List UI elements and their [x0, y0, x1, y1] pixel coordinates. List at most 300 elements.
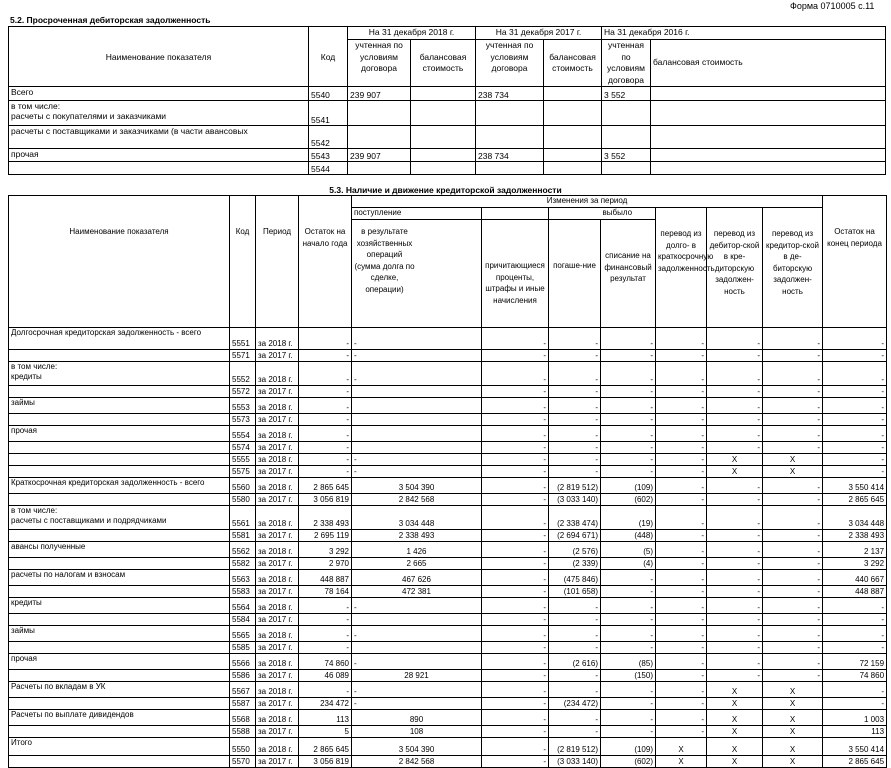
- cell-value: -: [482, 710, 549, 726]
- cell-value: -: [482, 442, 549, 454]
- cell-value: -: [549, 454, 601, 466]
- payables-movement-table: [8, 195, 887, 768]
- row-period: за 2017 г.: [256, 586, 299, 598]
- row-code: 5551: [230, 328, 256, 350]
- row-period: за 2017 г.: [256, 414, 299, 426]
- cell-value: -: [763, 530, 823, 542]
- cell-value: (4): [601, 558, 656, 570]
- cell-value: -: [549, 398, 601, 414]
- row-code: 5564: [230, 598, 256, 614]
- row-period: за 2018 г.: [256, 398, 299, 414]
- row-code: 5568: [230, 710, 256, 726]
- cell-value: X: [656, 756, 707, 768]
- row-name-sub: кредиты: [11, 372, 42, 381]
- cell-value: X: [707, 698, 763, 710]
- cell-value: 239 907: [348, 87, 411, 101]
- row-code: 5567: [230, 682, 256, 698]
- cell-value: -: [299, 454, 352, 466]
- cell-value: -: [823, 442, 887, 454]
- cell-value: 3 550 414: [823, 478, 887, 494]
- col-header-changes: Изменения за период: [352, 196, 823, 208]
- cell-value: -: [656, 414, 707, 426]
- cell-value: -: [763, 478, 823, 494]
- cell-value: -: [763, 414, 823, 426]
- row-name: [9, 506, 230, 530]
- table-row: [9, 442, 887, 454]
- col-header-end-balance: Остаток на конец периода: [823, 196, 887, 328]
- row-name: расчеты с поставщиками и заказчиками (в части авансовых: [9, 126, 309, 149]
- cell-value: -: [482, 426, 549, 442]
- cell-value: X: [763, 738, 823, 756]
- col-header-period: Период: [256, 196, 299, 328]
- cell-value: (5): [601, 542, 656, 558]
- table-row: [9, 466, 887, 478]
- table-row: [9, 506, 887, 530]
- row-name: расчеты по налогам и взносам: [9, 570, 230, 586]
- col-header-period: На 31 декабря 2016 г.: [602, 27, 886, 40]
- cell-value: -: [482, 386, 549, 398]
- cell-value: -: [656, 506, 707, 530]
- cell-value: -: [707, 328, 763, 350]
- cell-value: [352, 614, 482, 626]
- cell-value: -: [482, 614, 549, 626]
- cell-value: -: [707, 614, 763, 626]
- cell-value: -: [482, 586, 549, 598]
- cell-value: 3 056 819: [299, 756, 352, 768]
- cell-value: [352, 442, 482, 454]
- cell-value: -: [656, 530, 707, 542]
- cell-value: -: [549, 350, 601, 362]
- row-period: за 2018 г.: [256, 328, 299, 350]
- cell-value: [602, 162, 651, 175]
- cell-value: -: [601, 414, 656, 426]
- cell-value: -: [656, 682, 707, 698]
- col-header-contract: учтенная по условиям договора: [348, 40, 411, 87]
- table-row: [9, 738, 887, 756]
- cell-value: -: [549, 362, 601, 386]
- table-row: [9, 328, 887, 350]
- row-code: 5572: [230, 386, 256, 398]
- cell-value: 3 292: [823, 558, 887, 570]
- row-period: за 2017 г.: [256, 530, 299, 542]
- cell-value: [651, 101, 886, 126]
- row-period: за 2018 г.: [256, 426, 299, 442]
- cell-value: -: [352, 626, 482, 642]
- cell-value: 2 665: [352, 558, 482, 570]
- cell-value: -: [352, 698, 482, 710]
- cell-value: 2 865 645: [823, 756, 887, 768]
- cell-value: -: [601, 642, 656, 654]
- row-name: [9, 162, 309, 175]
- row-name: займы: [9, 398, 230, 414]
- cell-value: -: [482, 478, 549, 494]
- cell-value: (602): [601, 494, 656, 506]
- cell-value: 448 887: [823, 586, 887, 598]
- cell-value: -: [656, 614, 707, 626]
- table-row: [9, 542, 887, 558]
- table-row: [9, 149, 886, 162]
- cell-value: 467 626: [352, 570, 482, 586]
- cell-value: 2 865 645: [823, 494, 887, 506]
- row-code: 5542: [309, 126, 348, 149]
- cell-value: (19): [601, 506, 656, 530]
- cell-value: [651, 162, 886, 175]
- table-row: [9, 162, 886, 175]
- cell-value: [651, 87, 886, 101]
- cell-value: -: [707, 530, 763, 542]
- cell-value: -: [823, 682, 887, 698]
- cell-value: -: [763, 654, 823, 670]
- cell-value: -: [482, 414, 549, 426]
- cell-value: -: [823, 386, 887, 398]
- cell-value: -: [763, 494, 823, 506]
- cell-value: -: [482, 494, 549, 506]
- cell-value: -: [601, 350, 656, 362]
- cell-value: -: [482, 738, 549, 756]
- cell-value: X: [763, 454, 823, 466]
- col-header-writeoff: списание на финансовый результат: [601, 220, 656, 328]
- cell-value: -: [763, 626, 823, 642]
- cell-value: -: [707, 350, 763, 362]
- row-period: за 2017 г.: [256, 442, 299, 454]
- col-header-code: Код: [230, 196, 256, 328]
- row-name: [9, 386, 230, 398]
- cell-value: -: [823, 328, 887, 350]
- cell-value: -: [482, 350, 549, 362]
- cell-value: -: [482, 542, 549, 558]
- cell-value: -: [656, 558, 707, 570]
- cell-value: -: [299, 328, 352, 350]
- cell-value: -: [549, 642, 601, 654]
- row-code: 5583: [230, 586, 256, 598]
- cell-value: X: [707, 738, 763, 756]
- col-header-repayment: погаше-ние: [549, 220, 601, 328]
- cell-value: 3 056 819: [299, 494, 352, 506]
- cell-value: 74 860: [299, 654, 352, 670]
- row-name: [9, 350, 230, 362]
- cell-value: -: [601, 398, 656, 414]
- row-period: за 2018 г.: [256, 478, 299, 494]
- cell-value: [544, 126, 602, 149]
- col-header-interest: причитающиеся проценты, штрафы и иные начисления: [482, 220, 549, 328]
- cell-value: -: [823, 466, 887, 478]
- cell-value: (85): [601, 654, 656, 670]
- cell-value: -: [549, 682, 601, 698]
- cell-value: [411, 126, 476, 149]
- cell-value: -: [352, 362, 482, 386]
- cell-value: X: [763, 726, 823, 738]
- cell-value: -: [656, 454, 707, 466]
- row-name: [9, 454, 230, 466]
- cell-value: -: [707, 586, 763, 598]
- cell-value: [651, 149, 886, 162]
- cell-value: 2 695 119: [299, 530, 352, 542]
- cell-value: [476, 126, 544, 149]
- cell-value: -: [482, 454, 549, 466]
- cell-value: -: [601, 682, 656, 698]
- cell-value: -: [763, 426, 823, 442]
- row-name-sub: расчеты с покупателями и заказчиками: [11, 111, 167, 121]
- row-name-main: в том числе:: [11, 362, 58, 371]
- cell-value: -: [299, 350, 352, 362]
- cell-value: 74 860: [823, 670, 887, 682]
- cell-value: X: [707, 682, 763, 698]
- cell-value: -: [482, 570, 549, 586]
- cell-value: -: [707, 362, 763, 386]
- cell-value: (2 616): [549, 654, 601, 670]
- cell-value: -: [352, 682, 482, 698]
- cell-value: -: [763, 362, 823, 386]
- cell-value: X: [763, 682, 823, 698]
- row-name: прочая: [9, 149, 309, 162]
- row-name: прочая: [9, 426, 230, 442]
- row-name: авансы полученные: [9, 542, 230, 558]
- cell-value: -: [482, 362, 549, 386]
- cell-value: -: [601, 598, 656, 614]
- col-header-balance: балансовая стоимость: [411, 40, 476, 87]
- col-header-name: Наименование показателя: [9, 27, 309, 87]
- cell-value: -: [482, 654, 549, 670]
- col-header-contract: учтенная по условиям договора: [476, 40, 544, 87]
- cell-value: -: [707, 414, 763, 426]
- cell-value: (109): [601, 738, 656, 756]
- row-period: за 2018 г.: [256, 654, 299, 670]
- cell-value: -: [656, 466, 707, 478]
- cell-value: 1 003: [823, 710, 887, 726]
- cell-value: -: [352, 328, 482, 350]
- col-header-income: поступление: [352, 208, 417, 220]
- cell-value: -: [707, 654, 763, 670]
- table-row: [9, 426, 887, 442]
- cell-value: 108: [352, 726, 482, 738]
- cell-value: -: [763, 570, 823, 586]
- cell-value: (2 339): [549, 558, 601, 570]
- row-name: в том числе: расчеты с покупателями и заказчиками: [9, 101, 309, 126]
- table-row: [9, 756, 887, 768]
- cell-value: 3 550 414: [823, 738, 887, 756]
- table-row: [9, 558, 887, 570]
- cell-value: X: [763, 756, 823, 768]
- cell-value: -: [352, 466, 482, 478]
- cell-value: -: [299, 466, 352, 478]
- cell-value: [476, 101, 544, 126]
- cell-value: -: [763, 442, 823, 454]
- row-code: 5586: [230, 670, 256, 682]
- cell-value: (475 846): [549, 570, 601, 586]
- cell-value: -: [823, 642, 887, 654]
- row-code: 5550: [230, 738, 256, 756]
- cell-value: -: [549, 726, 601, 738]
- table-row: [9, 126, 886, 149]
- row-period: за 2018 г.: [256, 506, 299, 530]
- row-code: 5541: [309, 101, 348, 126]
- cell-value: -: [482, 756, 549, 768]
- cell-value: 72 159: [823, 654, 887, 670]
- cell-value: -: [601, 726, 656, 738]
- cell-value: -: [763, 506, 823, 530]
- cell-value: -: [549, 442, 601, 454]
- row-period: за 2017 г.: [256, 642, 299, 654]
- row-period: за 2017 г.: [256, 350, 299, 362]
- row-code: 5565: [230, 626, 256, 642]
- table-row: [9, 682, 887, 698]
- cell-value: -: [482, 558, 549, 570]
- row-code: 5544: [309, 162, 348, 175]
- cell-value: -: [549, 614, 601, 626]
- row-name: Долгосрочная кредиторская задолженность - всего: [9, 328, 230, 350]
- row-name: кредиты: [9, 598, 230, 614]
- cell-value: (2 338 474): [549, 506, 601, 530]
- table-row: [9, 598, 887, 614]
- cell-value: -: [707, 642, 763, 654]
- cell-value: (234 472): [549, 698, 601, 710]
- cell-value: -: [823, 362, 887, 386]
- row-code: 5552: [230, 362, 256, 386]
- cell-value: -: [656, 362, 707, 386]
- cell-value: -: [707, 386, 763, 398]
- row-name: [9, 726, 230, 738]
- table-row: [9, 414, 887, 426]
- cell-value: -: [656, 642, 707, 654]
- cell-value: 2 338 493: [352, 530, 482, 542]
- table-row: [9, 386, 887, 398]
- cell-value: -: [299, 682, 352, 698]
- cell-value: -: [656, 398, 707, 414]
- cell-value: -: [707, 570, 763, 586]
- section-5-3-title: 5.3. Наличие и движение кредиторской задолженности: [329, 185, 562, 195]
- table-row: [9, 478, 887, 494]
- table-row: [9, 726, 887, 738]
- cell-value: X: [707, 756, 763, 768]
- section-5-2-title: 5.2. Просроченная дебиторская задолженность: [10, 15, 211, 25]
- table-row: [9, 494, 887, 506]
- row-name: [9, 494, 230, 506]
- row-name: Итого: [9, 738, 230, 756]
- row-name: [9, 698, 230, 710]
- cell-value: -: [482, 466, 549, 478]
- cell-value: -: [482, 530, 549, 542]
- cell-value: -: [656, 598, 707, 614]
- table-row: [9, 398, 887, 414]
- cell-value: (150): [601, 670, 656, 682]
- row-period: за 2017 г.: [256, 726, 299, 738]
- row-name: Всего: [9, 87, 309, 101]
- row-code: 5560: [230, 478, 256, 494]
- cell-value: -: [601, 362, 656, 386]
- cell-value: 890: [352, 710, 482, 726]
- cell-value: 2 137: [823, 542, 887, 558]
- cell-value: -: [549, 670, 601, 682]
- row-period: за 2017 г.: [256, 614, 299, 626]
- cell-value: -: [763, 398, 823, 414]
- cell-value: X: [656, 738, 707, 756]
- col-header-debit-to-credit: перевод из дебитор-ской в кре-диторскую задолжен-ность: [707, 208, 763, 328]
- cell-value: -: [707, 598, 763, 614]
- row-code: 5566: [230, 654, 256, 670]
- cell-value: -: [763, 614, 823, 626]
- cell-value: -: [601, 698, 656, 710]
- col-header-business-ops: в результате хозяйственных операций (сумма долга по сделке, операции): [352, 220, 482, 328]
- cell-value: -: [707, 478, 763, 494]
- cell-value: -: [823, 414, 887, 426]
- cell-value: 239 907: [348, 149, 411, 162]
- cell-value: -: [549, 414, 601, 426]
- cell-value: -: [656, 654, 707, 670]
- row-period: за 2018 г.: [256, 362, 299, 386]
- table-row: [9, 87, 886, 101]
- cell-value: -: [601, 626, 656, 642]
- cell-value: X: [707, 726, 763, 738]
- row-code: 5561: [230, 506, 256, 530]
- cell-value: [352, 386, 482, 398]
- row-period: за 2017 г.: [256, 494, 299, 506]
- cell-value: [476, 162, 544, 175]
- cell-value: [411, 87, 476, 101]
- cell-value: 238 734: [476, 149, 544, 162]
- row-code: 5573: [230, 414, 256, 426]
- cell-value: -: [352, 350, 482, 362]
- row-period: за 2017 г.: [256, 670, 299, 682]
- cell-value: (3 033 140): [549, 756, 601, 768]
- cell-value: -: [656, 698, 707, 710]
- col-header-contract: учтенная по условиям договора: [602, 40, 651, 87]
- cell-value: X: [707, 454, 763, 466]
- cell-value: (2 576): [549, 542, 601, 558]
- col-header-balance: балансовая стоимость: [651, 40, 886, 87]
- cell-value: X: [763, 698, 823, 710]
- col-header-balance: балансовая стоимость: [544, 40, 602, 87]
- cell-value: [411, 149, 476, 162]
- cell-value: -: [601, 328, 656, 350]
- row-code: 5588: [230, 726, 256, 738]
- cell-value: -: [656, 442, 707, 454]
- cell-value: -: [482, 398, 549, 414]
- cell-value: X: [763, 710, 823, 726]
- cell-value: -: [823, 398, 887, 414]
- cell-value: -: [482, 726, 549, 738]
- cell-value: -: [763, 350, 823, 362]
- cell-value: [544, 149, 602, 162]
- cell-value: [352, 414, 482, 426]
- cell-value: -: [601, 454, 656, 466]
- cell-value: 472 381: [352, 586, 482, 598]
- table-row: [9, 614, 887, 626]
- cell-value: [602, 101, 651, 126]
- cell-value: -: [299, 426, 352, 442]
- cell-value: -: [707, 426, 763, 442]
- cell-value: -: [823, 350, 887, 362]
- row-period: за 2018 г.: [256, 454, 299, 466]
- row-period: за 2018 г.: [256, 710, 299, 726]
- cell-value: -: [707, 398, 763, 414]
- cell-value: 448 887: [299, 570, 352, 586]
- cell-value: -: [299, 642, 352, 654]
- row-period: за 2018 г.: [256, 570, 299, 586]
- row-name: [9, 414, 230, 426]
- col-header-period: На 31 декабря 2017 г.: [476, 27, 602, 40]
- cell-value: -: [656, 542, 707, 558]
- cell-value: -: [352, 654, 482, 670]
- table-row: [9, 710, 887, 726]
- row-name: [9, 642, 230, 654]
- table-row: [9, 654, 887, 670]
- cell-value: -: [601, 710, 656, 726]
- cell-value: 2 970: [299, 558, 352, 570]
- cell-value: -: [299, 626, 352, 642]
- form-code: Форма 0710005 с.11: [790, 1, 875, 11]
- cell-value: -: [707, 626, 763, 642]
- cell-value: -: [656, 386, 707, 398]
